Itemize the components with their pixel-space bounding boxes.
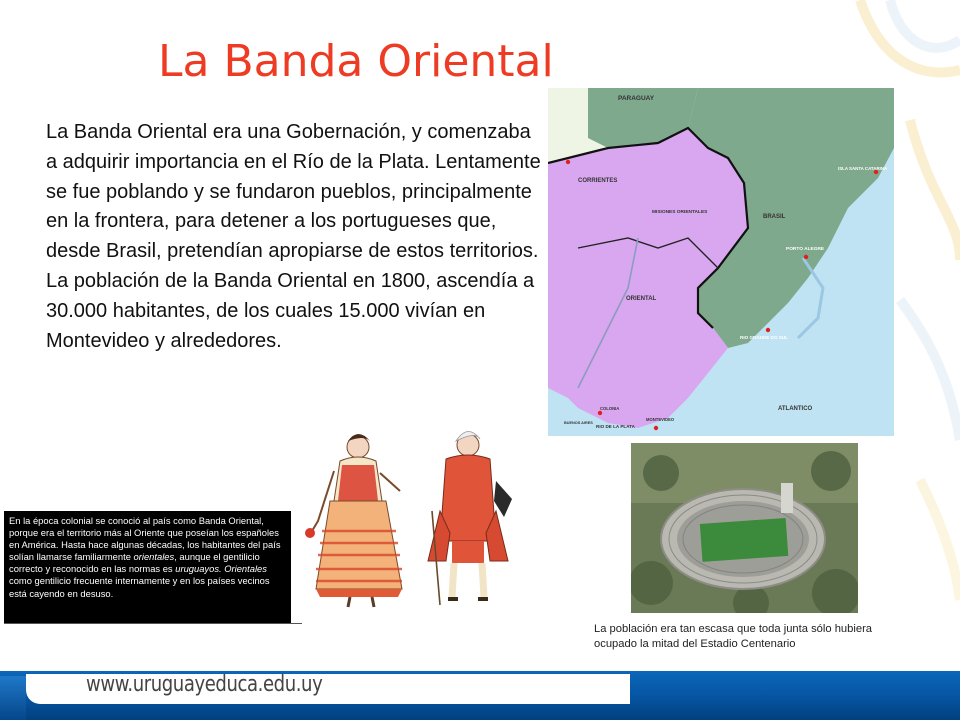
stadium-photo	[631, 443, 858, 613]
caption-part-2: , aunque el gentilicio correcto y reconocido en las normas es	[9, 551, 260, 575]
map-label-oriental: ORIENTAL	[626, 296, 657, 302]
map-label-paraguay: PARAGUAY	[618, 95, 655, 102]
caption-italic-1: orientales	[133, 551, 175, 563]
body-paragraph-2: La población de la Banda Oriental en 1800, ascendía a 30.000 habitantes, de los cuales 15.000 vivían en Montevideo y alrededores.	[46, 269, 535, 352]
map-label-colonia: COLONIA	[600, 406, 620, 411]
caption-italic-2: uruguayos. Orientales	[175, 563, 267, 575]
body-text	[46, 118, 546, 356]
footer-url[interactable]: www.uruguayeduca.edu.uy	[86, 672, 323, 697]
caption-divider	[4, 623, 302, 624]
footer-left-strip	[0, 676, 26, 720]
colonial-caption-box	[4, 511, 291, 623]
map-label-rio-grande: RIO GRANDE DO SUL	[740, 335, 788, 340]
map-label-montevideo: MONTEVIDEO	[646, 417, 675, 422]
map-label-brasil: BRASIL	[763, 214, 786, 220]
map-label-misiones: MISIONES ORIENTALES	[652, 210, 708, 215]
map-label-isla: ISLA SANTA CATARINA	[838, 166, 888, 171]
map-label-rio-plata: RIO DE LA PLATA	[596, 424, 635, 429]
caption-part-3: como gentilicio frecuente internamente y en los países vecinos está cayendo en desuso.	[9, 575, 270, 599]
stadium-caption: La población era tan escasa que toda junta sólo hubiera ocupado la mitad del Estadio Centenario	[594, 623, 873, 650]
body-paragraph-1: La Banda Oriental era una Gobernación, y comenzaba a adquirir importancia en el Río de la Plata. Lentamente se fue poblando y se fundaron pueblos, principalmente en la frontera, para detener a los portugueses que, desde Brasil, pretendían apropiarse de estos territorios.	[46, 121, 541, 263]
caption-part-1: En la época colonial se conoció al país como Banda Oriental, porque era el territorio más al Oriente que poseían los españoles en América. Hasta hace algunas décadas, los habitantes del país solían llamarse familiarmente	[9, 515, 281, 563]
colonial-figures-illustration	[290, 421, 524, 625]
map-label-atlantico: ATLANTICO	[778, 406, 813, 412]
stadium-pitch	[700, 518, 788, 562]
map-label-porto: PORTO ALEGRE	[786, 247, 825, 252]
map-label-buenos: BUENOS AIRES	[564, 421, 593, 425]
map-label-corrientes: CORRIENTES	[578, 178, 618, 184]
historical-map	[548, 88, 894, 436]
slide-title: La Banda Oriental	[158, 36, 554, 87]
